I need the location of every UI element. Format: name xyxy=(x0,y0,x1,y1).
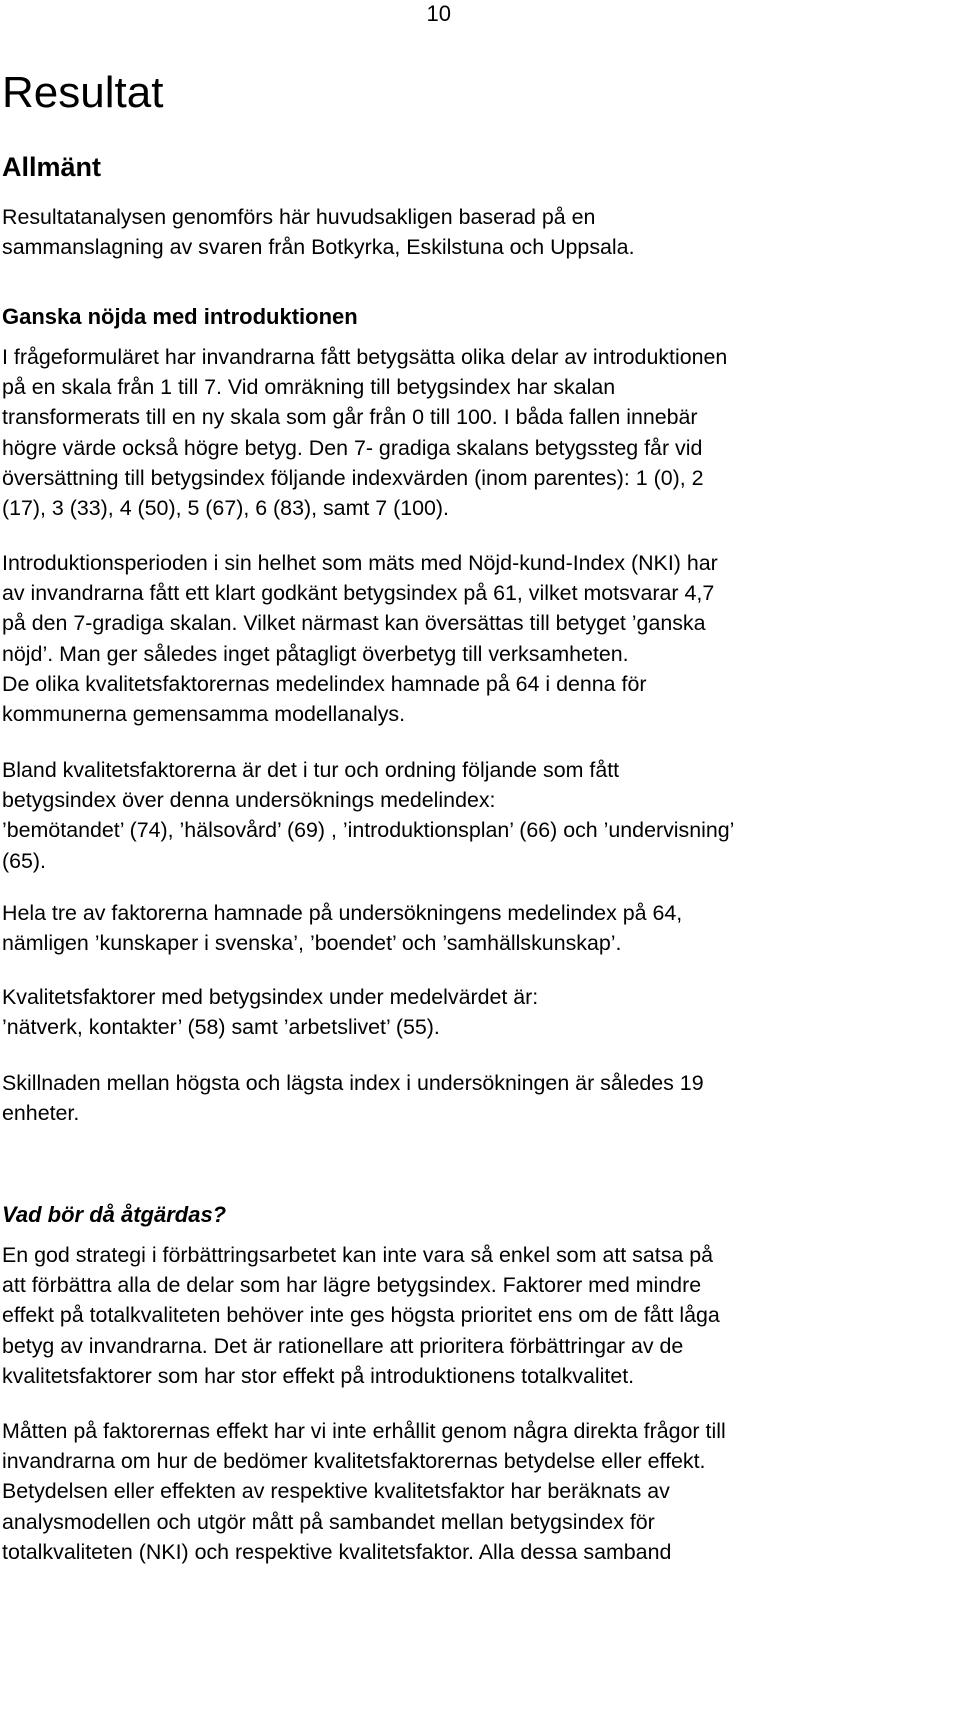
section-heading-general: Allmänt xyxy=(2,152,102,182)
paragraph-satisfied-6: Skillnaden mellan högsta och lägsta index i undersökningen är således 19 enheter. xyxy=(2,1071,704,1126)
section-heading-actions: Vad bör då åtgärdas? xyxy=(2,1202,227,1227)
page-number-text: 10 xyxy=(426,1,451,26)
paragraph-satisfied-1: I frågeformuläret har invandrarna fått betygsätta olika delar av introduktionen på en skala från 1 till 7. Vid omräkning till betygsindex har skalan transformerats till en ny skala som går från 0 till 100. I båda fallen innebär högre värde också högre betyg. Den 7- gradiga skalans betygssteg får vid översättning till betygsindex följande indexvärden (inom parentes): 1 (0), 2 (17), 3 (33), 4 (50), 5 (67), 6 (83), samt 7 (100). xyxy=(2,345,728,521)
page-title: Resultat xyxy=(2,68,164,117)
paragraph-satisfied-3: Bland kvalitetsfaktorerna är det i tur och ordning följande som fått betygsindex över denna undersöknings medelindex: ’bemötandet’ (74), ’hälsovård’ (69) , ’introduktionsplan’ (66) och ’undervisning’ (65). xyxy=(2,758,735,873)
paragraph-satisfied-4: Hela tre av faktorerna hamnade på undersökningens medelindex på 64, nämligen ’kunskaper i svenska’, ’boendet’ och ’samhällskunskap’. xyxy=(2,901,683,956)
paragraph-general: Resultatanalysen genomförs här huvudsakligen baserad på en sammanslagning av svaren från Botkyrka, Eskilstuna och Uppsala. xyxy=(2,205,635,260)
paragraph-satisfied-2: Introduktionsperioden i sin helhet som mäts med Nöjd-kund-Index (NKI) har av invandrarna fått ett klart godkänt betygsindex på 61, vilket motsvarar 4,7 på den 7-gradiga skalan. Vilket närmast kan översättas till betyget ’ganska nöjd’. Man ger således inget påtagligt överbetyg till verksamheten. De olika kvalitetsfaktorernas medelindex hamnade på 64 i denna för kommunerna gemensamma modellanalys. xyxy=(2,551,718,727)
paragraph-actions-1: En god strategi i förbättringsarbetet kan inte vara så enkel som att satsa på att förbättra alla de delar som har lägre betygsindex. Faktorer med mindre effekt på totalkvaliteten behöver inte ges högsta prioritet ens om de fått låga betyg av invandrarna. Det är rationellare att prioritera förbättringar av de kvalitetsfaktorer som har stor effekt på introduktionens totalkvalitet. xyxy=(2,1243,720,1388)
section-heading-satisfied: Ganska nöjda med introduktionen xyxy=(2,304,358,329)
paragraph-satisfied-5: Kvalitetsfaktorer med betygsindex under medelvärdet är: ’nätverk, kontakter’ (58) samt ’arbetslivet’ (55). xyxy=(2,985,539,1040)
page-number xyxy=(0,2,866,26)
paragraph-actions-2: Måtten på faktorernas effekt har vi inte erhållit genom några direkta frågor till invandrarna om hur de bedömer kvalitetsfaktorernas betydelse eller effekt. Betydelsen eller effekten av respektive kvalitetsfaktor har beräknats av analysmodellen och utgör mått på sambandet mellan betygsindex för totalkvaliteten (NKI) och respektive kvalitetsfaktor. Alla dessa samband xyxy=(2,1419,726,1564)
